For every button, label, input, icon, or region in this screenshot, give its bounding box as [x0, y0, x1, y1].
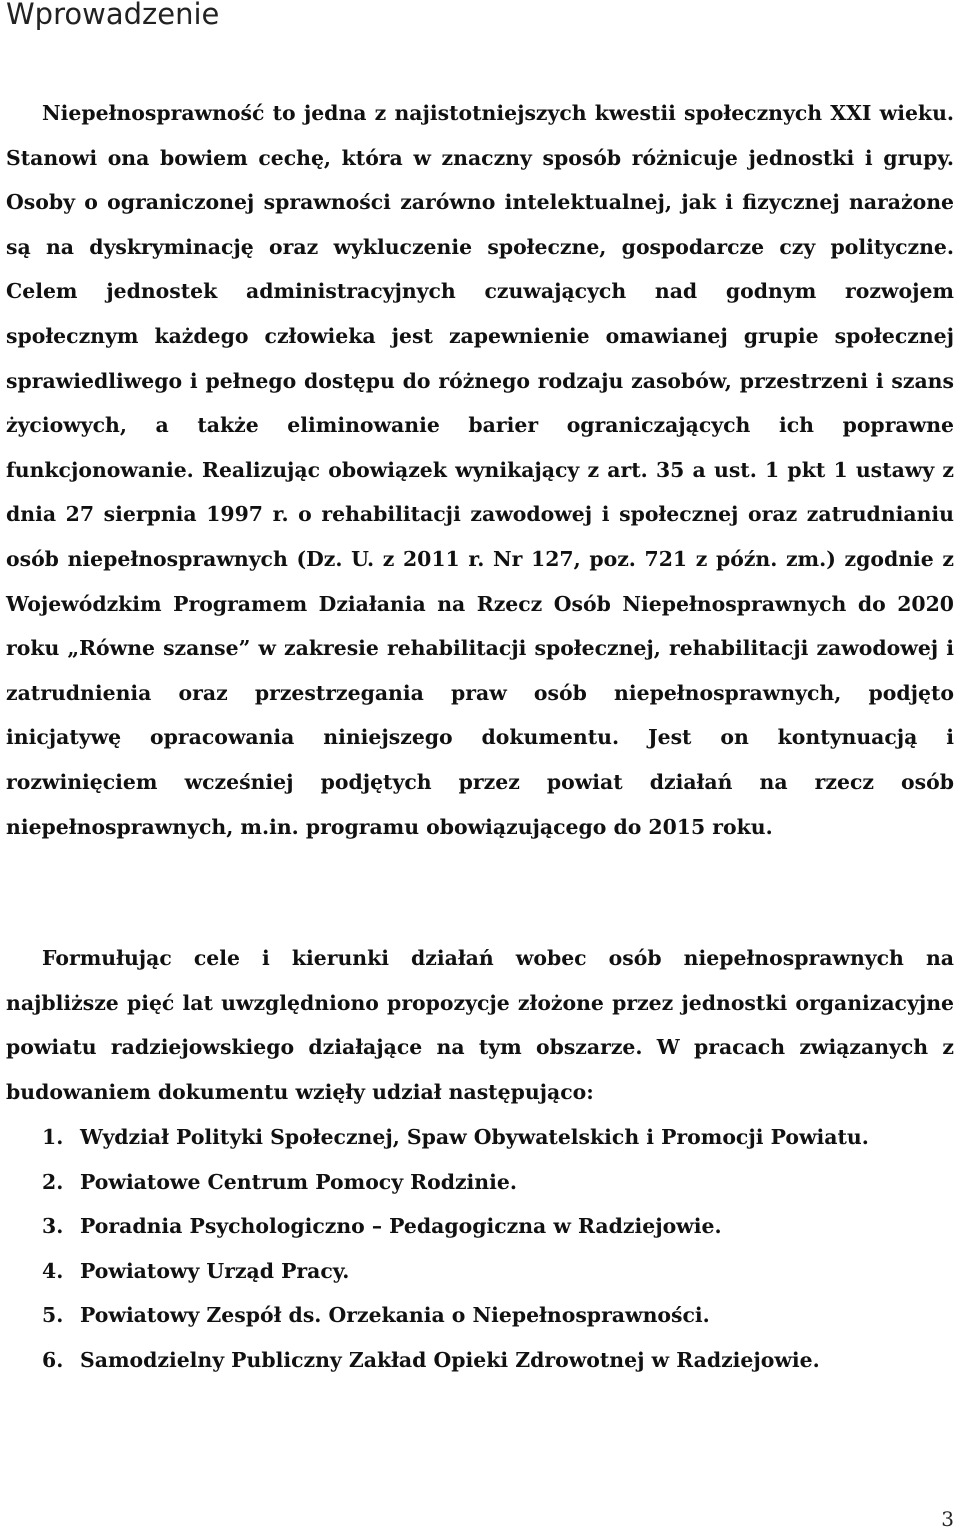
list-item	[0, 1338, 960, 1383]
list-item-number: 4.	[42, 1258, 64, 1283]
list-item	[0, 1293, 960, 1338]
list-item-text: Powiatowe Centrum Pomocy Rodzinie.	[80, 1169, 517, 1194]
list-item	[0, 1160, 960, 1205]
list-item-text: Poradnia Psychologiczno – Pedagogiczna w Radziejowie.	[80, 1214, 722, 1239]
list-item-number: 3.	[42, 1214, 64, 1239]
section-heading: Wprowadzenie	[6, 0, 220, 31]
list-item-number: 5.	[42, 1303, 64, 1328]
page-number: 3	[941, 1507, 954, 1531]
list-item	[0, 1204, 960, 1249]
contributors-intro-paragraph: Formułując cele i kierunki działań wobec osób niepełnosprawnych na najbliższe pięć lat uwzględniono propozycje złożone przez jednostki organizacyjne powiatu radziejowskiego działające na tym obszarze. W pracach związanych z budowaniem dokumentu wzięły udział następująco:	[6, 946, 954, 1104]
list-item-number: 6.	[42, 1347, 64, 1372]
list-item-number: 2.	[42, 1169, 64, 1194]
list-item-number: 1.	[42, 1125, 64, 1149]
contributors-list	[0, 1115, 960, 1383]
intro-paragraph: Niepełnosprawność to jedna z najistotniejszych kwestii społecznych XXI wieku. Stanowi ona bowiem cechę, która w znaczny sposób różnicuje jednostki i grupy. Osoby o ograniczonej sprawności zarówno intelektualnej, jak i fizycznej narażone są na dyskryminację oraz wykluczenie społeczne, gospodarcze czy polityczne. Celem jednostek administracyjnych czuwających nad godnym rozwojem społecznym każdego człowieka jest zapewnienie omawianej grupie społecznej sprawiedliwego i pełnego dostępu do różnego rodzaju zasobów, przestrzeni i szans życiowych, a także eliminowanie barier ograniczających ich poprawne funkcjonowanie. Realizując obowiązek wynikający z art. 35 a ust. 1 pkt 1 ustawy z dnia 27 sierpnia 1997 r. o rehabilitacji zawodowej i społecznej oraz zatrudnianiu osób niepełnosprawnych (Dz. U. z 2011 r. Nr 127, poz. 721 z późn. zm.) zgodnie z Wojewódzkim Programem Działania na Rzecz Osób Niepełnosprawnych do 2020 roku „Równe szanse” w zakresie rehabilitacji społecznej, rehabilitacji zawodowej i zatrudnienia oraz przestrzegania praw osób niepełnosprawnych, podjęto inicjatywę opracowania niniejszego dokumentu. Jest on kontynuacją i rozwinięciem wcześniej podjętych przez powiat działań na rzecz osób niepełnosprawnych, m.in. programu obowiązującego do 2015 roku.	[6, 101, 954, 839]
list-item-text: Wydział Polityki Społecznej, Spaw Obywatelskich i Promocji Powiatu.	[80, 1125, 869, 1149]
list-item	[0, 1115, 960, 1160]
list-item	[0, 1249, 960, 1294]
list-item-text: Powiatowy Urząd Pracy.	[80, 1258, 350, 1283]
list-item-text: Powiatowy Zespół ds. Orzekania o Niepełnosprawności.	[80, 1303, 710, 1328]
list-item-text: Samodzielny Publiczny Zakład Opieki Zdrowotnej w Radziejowie.	[80, 1347, 820, 1372]
